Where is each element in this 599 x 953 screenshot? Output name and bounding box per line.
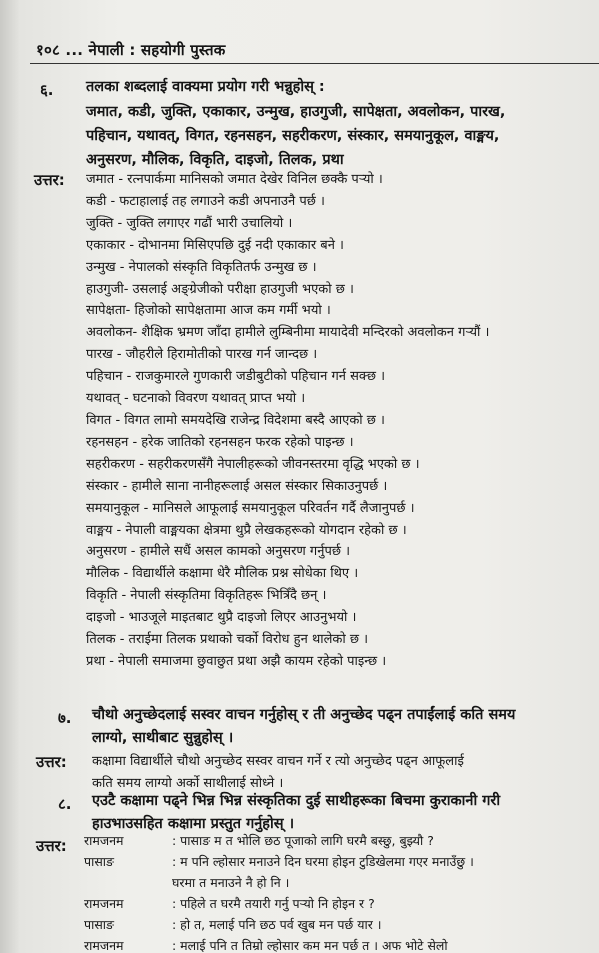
usage-entry: जुक्ति - जुक्ति लगाएर गढौं भारी उचालियो ।: [86, 215, 293, 231]
usage-entry: पारख - जौहरीले हिरामोतीको पारख गर्न जान्दछ ।: [86, 347, 318, 363]
header-rule: [30, 63, 599, 64]
dialogue-text: घरमा त मनाउने नै हो नि ।: [172, 875, 290, 890]
page-header: १०८ ... नेपाली : सहयोगी पुस्तक: [36, 41, 226, 59]
word-line: अनुसरण, मौलिक, विकृति, दाइजो, तिलक, प्रथा: [86, 152, 344, 168]
speaker-name: पासाङ: [84, 854, 114, 869]
dialogue-line: [84, 872, 584, 893]
usage-entry: यथावत् - घटनाको विवरण यथावत् प्राप्त भयो ।: [86, 391, 306, 407]
usage-entry: उन्मुख - नेपालको संस्कृति विकृतितर्फ उन्मुख छ ।: [86, 259, 317, 275]
prompt-line: एउटै कक्षामा पढ्ने भिन्न भिन्न संस्कृतिका दुई साथीहरूका बिचमा कुराकानी गरी: [92, 793, 501, 809]
usage-entry: विकृति - नेपाली संस्कृतिमा विकृतिहरू भित्रिँदै छन् ।: [86, 588, 327, 604]
question-7-prompt: [92, 704, 592, 750]
usage-entry: एकाकार - दोभानमा मिसिएपछि दुई नदी एकाकार बने ।: [86, 237, 344, 253]
usage-entry: सापेक्षता- हिजोको सापेक्षतामा आज कम गर्मी भयो ।: [86, 303, 331, 319]
answer-line: कति समय लाग्यो अर्को साथीलाई सोध्ने ।: [92, 776, 284, 791]
usage-entry: अनुसरण - हामीले सधैं असल कामको अनुसरण गर्नुपर्छ ।: [86, 544, 351, 560]
usage-entry: मौलिक - विद्यार्थीले कक्षामा धेरै मौलिक प्रश्न सोधेका थिए ।: [86, 566, 359, 582]
usage-entry: समयानुकूल - मानिसले आफूलाई समयानुकूल परिवर्तन गर्दै लैजानुपर्छ ।: [86, 500, 415, 516]
dialogue-text: : म पनि ल्होसार मनाउने दिन घरमा होइन टुडिखेलमा गएर मनाउँछु ।: [172, 854, 474, 869]
dialogue-text: : पासाङ म त भोलि छठ पूजाको लागि घरमै बस्छु, बुझ्यौ ?: [172, 833, 434, 848]
usage-entry: कडी - फटाहालाई तह लगाउने कडी अपनाउनै पर्छ ।: [86, 193, 325, 209]
usage-entry: अवलोकन- शैक्षिक भ्रमण जाँदा हामीले लुम्बिनीमा मायादेवी मन्दिरको अवलोकन गऱ्यौं ।: [86, 325, 490, 341]
dialogue-line: [84, 914, 584, 935]
speaker-name: [84, 872, 172, 893]
usage-entry: प्रथा - नेपाली समाजमा छुवाछुत प्रथा अझै कायम रहेको पाइन्छ ।: [86, 653, 387, 669]
speaker-name: रामजनम: [84, 938, 124, 953]
dialogue-line: [84, 851, 584, 872]
usage-entry: हाउगुजी- उसलाई अङ्ग्रेजीको परीक्षा हाउगुजी भएको छ ।: [86, 281, 354, 297]
answer-line: कक्षामा विद्यार्थीले चौथो अनुच्छेद सस्वर वाचन गर्ने र त्यो अनुच्छेद पढ्न आफूलाई: [92, 754, 464, 769]
word-line: जमात, कडी, जुक्ति, एकाकार, उन्मुख, हाउगुजी, सापेक्षता, अवलोकन, पारख,: [86, 104, 506, 120]
prompt-line: हाउभाउसहित कक्षामा प्रस्तुत गर्नुहोस् ।: [92, 816, 295, 832]
dialogue-line: [84, 830, 584, 851]
usage-entry: तिलक - तराईमा तिलक प्रथाको चर्को विरोध हुन थालेको छ ।: [86, 632, 369, 648]
dialogue-text: : पहिले त घरमै तयारी गर्नु पऱ्यो नि होइन र ?: [172, 896, 375, 911]
answer-label-6: उत्तर:: [34, 171, 65, 189]
speaker-name: रामजनम: [84, 833, 124, 848]
answer-6-entries: [86, 169, 586, 673]
dialogue-text: : मलाई पनि त तिम्रो ल्होसार कम मन पर्छ त । अफ भोटे सेलो: [172, 938, 448, 953]
answer-8-dialogue: [84, 830, 584, 953]
dialogue-text: : हो त, मलाई पनि छठ पर्व खुब मन पर्छ यार ।: [172, 917, 382, 932]
dialogue-line: [84, 935, 584, 953]
answer-label-7: उत्तर:: [36, 753, 67, 771]
usage-entry: सहरीकरण - सहरीकरणसँगै नेपालीहरूको जीवनस्तरमा वृद्धि भएको छ ।: [86, 456, 420, 472]
question-6-prompt: तलका शब्दलाई वाक्यमा प्रयोग गरी भन्नुहोस् :: [86, 79, 325, 95]
prompt-line: चौथो अनुच्छेदलाई सस्वर वाचन गर्नुहोस् र ती अनुच्छेद पढ्न तपाईंलाई कति समय: [92, 707, 516, 723]
question-6-number: ६.: [40, 81, 54, 99]
speaker-name: पासाङ: [84, 917, 114, 932]
dialogue-line: [84, 893, 584, 914]
prompt-line: लाग्यो, साथीबाट सुन्नुहोस् ।: [92, 730, 234, 746]
usage-entry: दाइजो - भाउजूले माइतबाट थुप्रै दाइजो लिएर आउनुभयो ।: [86, 610, 357, 626]
usage-entry: संस्कार - हामीले साना नानीहरूलाई असल संस्कार सिकाउनुपर्छ ।: [86, 478, 388, 494]
answer-label-8: उत्तर:: [36, 837, 67, 855]
usage-entry: रहनसहन - हरेक जातिको रहनसहन फरक रहेको पाइन्छ ।: [86, 434, 354, 450]
usage-entry: पहिचान - राजकुमारले गुणकारी जडीबुटीको पहिचान गर्न सक्छ ।: [86, 369, 386, 385]
question-7-number: ७.: [58, 709, 72, 727]
question-6-word-list: [86, 100, 596, 172]
answer-7-text: [92, 751, 592, 795]
question-8-number: ८.: [58, 795, 72, 813]
word-line: पहिचान, यथावत्, विगत, रहनसहन, सहरीकरण, संस्कार, समयानुकूल, वाङ्मय,: [86, 128, 500, 144]
usage-entry: विगत - विगत लामो समयदेखि राजेन्द्र विदेशमा बस्दै आएको छ ।: [86, 412, 385, 428]
speaker-name: रामजनम: [84, 896, 124, 911]
usage-entry: वाङ्मय - नेपाली वाङ्मयका क्षेत्रमा थुप्रै लेखकहरूको योगदान रहेको छ ।: [86, 522, 407, 538]
usage-entry: जमात - रत्नपार्कमा मानिसको जमात देखेर विनिल छक्कै पऱ्यो ।: [86, 172, 383, 187]
